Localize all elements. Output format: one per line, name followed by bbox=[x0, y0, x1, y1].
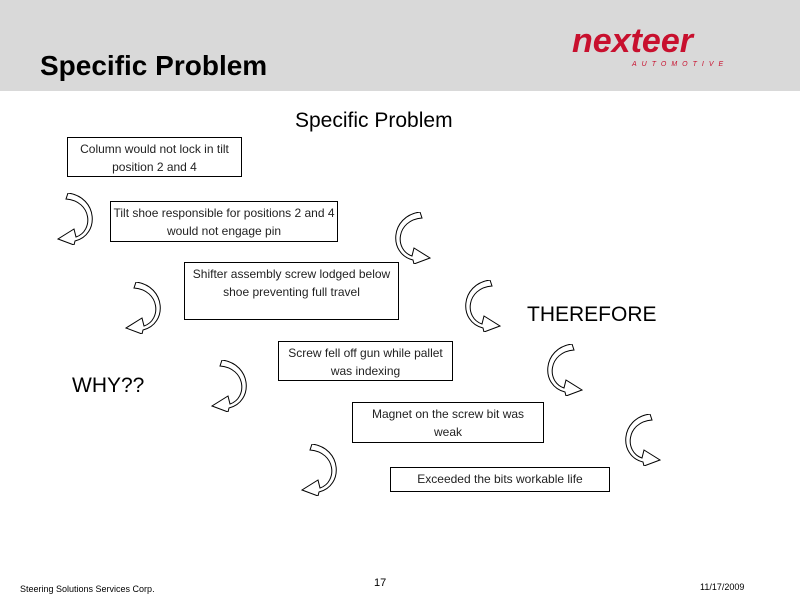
step-box-1 bbox=[67, 137, 242, 177]
curved-arrow-icon bbox=[54, 193, 100, 245]
logo-wordmark: nexteer bbox=[572, 24, 693, 60]
footer-company: Steering Solutions Services Corp. bbox=[20, 584, 155, 594]
page-number: 17 bbox=[374, 577, 387, 589]
footer-date: 11/17/2009 bbox=[700, 582, 745, 592]
step-text: Column would not lock in tilt position 2 and 4 bbox=[80, 142, 229, 174]
logo-subtitle: AUTOMOTIVE bbox=[632, 61, 729, 68]
curved-arrow-icon bbox=[388, 212, 434, 264]
curved-arrow-icon bbox=[540, 344, 586, 396]
step-text: Screw fell off gun while pallet was indexing bbox=[288, 346, 443, 378]
curved-arrow-icon bbox=[208, 360, 254, 412]
step-box-4 bbox=[278, 341, 453, 381]
curved-arrow-icon bbox=[122, 282, 168, 334]
step-box-3 bbox=[184, 262, 399, 320]
nexteer-logo bbox=[570, 24, 770, 74]
curved-arrow-icon bbox=[458, 280, 504, 332]
step-text: Tilt shoe responsible for positions 2 and 4 would not engage pin bbox=[113, 206, 335, 238]
step-box-6 bbox=[390, 467, 610, 492]
step-box-2 bbox=[110, 201, 338, 242]
curved-arrow-icon bbox=[298, 444, 344, 496]
slide-title: Specific Problem bbox=[40, 50, 268, 81]
why-label: WHY?? bbox=[72, 374, 145, 397]
curved-arrow-icon bbox=[618, 414, 664, 466]
step-text: Shifter assembly screw lodged below shoe preventing full travel bbox=[192, 267, 391, 299]
diagram-title: Specific Problem bbox=[295, 109, 453, 132]
therefore-label: THEREFORE bbox=[527, 303, 657, 326]
step-box-5 bbox=[352, 402, 544, 443]
step-text: Exceeded the bits workable life bbox=[417, 472, 583, 486]
step-text: Magnet on the screw bit was weak bbox=[371, 407, 525, 439]
